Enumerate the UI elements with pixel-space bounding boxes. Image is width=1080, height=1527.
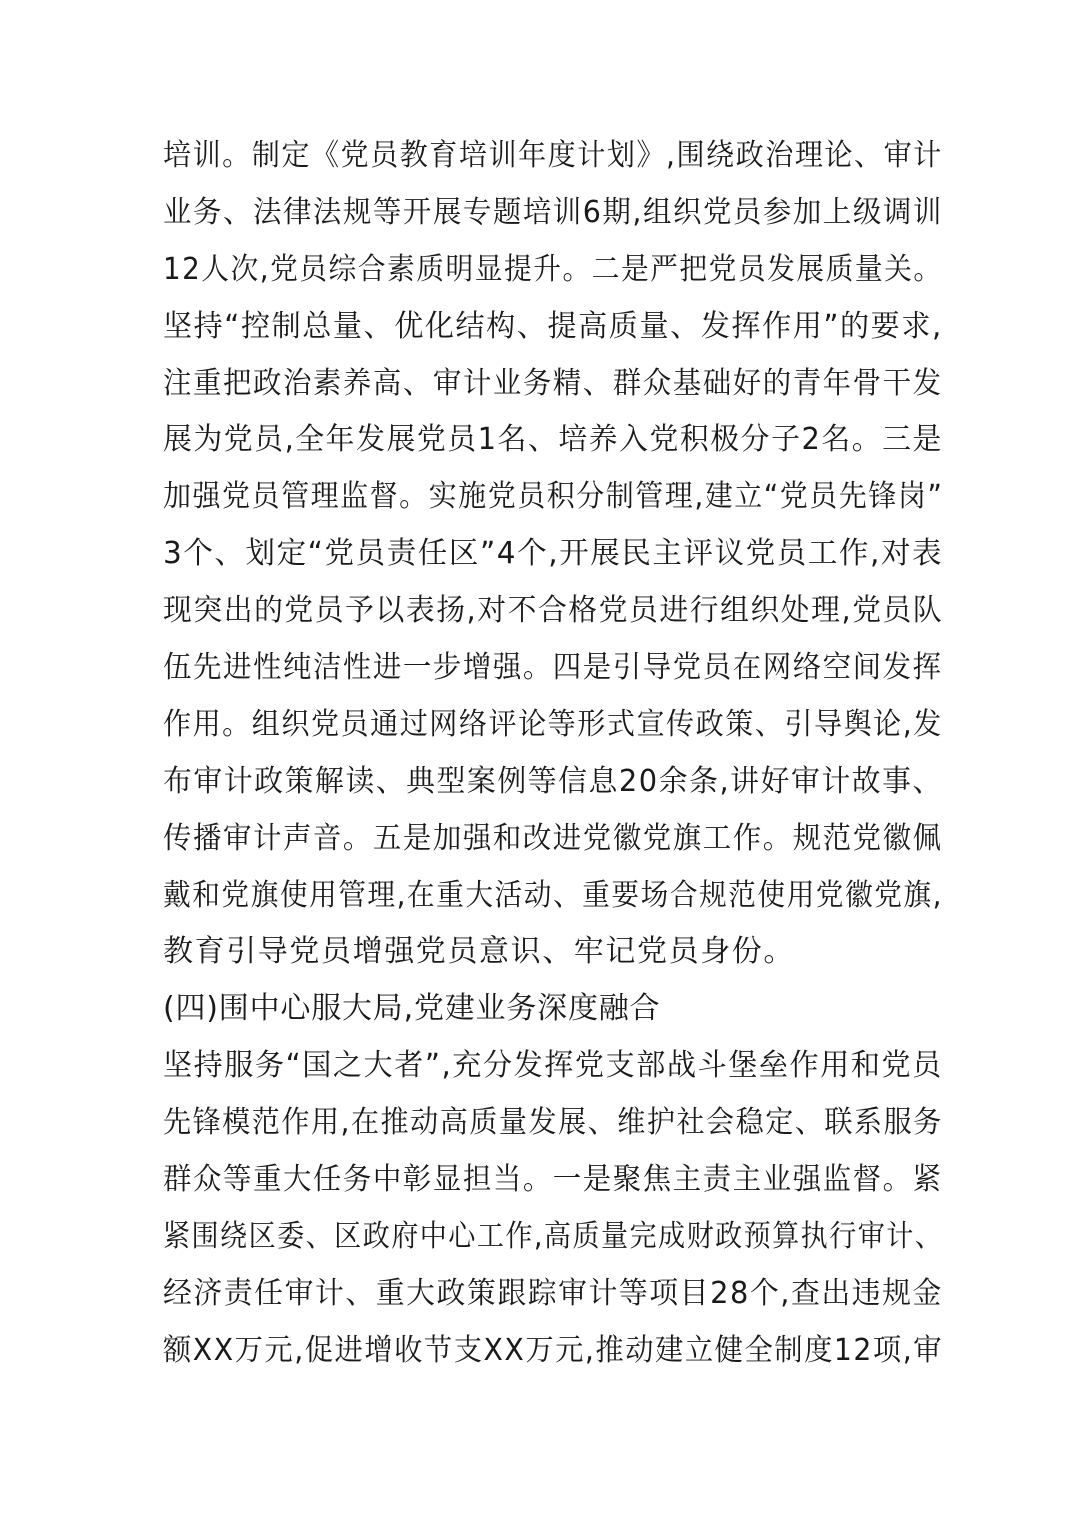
- text-line: 传播审计声音。五是加强和改进党徽党旗工作。规范党徽佩: [163, 820, 943, 856]
- text-line: 12人次,党员综合素质明显提升。二是严把党员发展质量关。: [163, 251, 943, 287]
- text-line: 群众等重大任务中彰显担当。一是聚焦主责主业强监督。紧: [163, 1162, 943, 1198]
- text-line: 坚持“控制总量、优化结构、提高质量、发挥作用”的要求,: [163, 308, 943, 344]
- text-line: 现突出的党员予以表扬,对不合格党员进行组织处理,党员队: [163, 593, 944, 629]
- text-line: 坚持服务“国之大者”,充分发挥党支部战斗堡垒作用和党员: [163, 1048, 943, 1084]
- text-line: 加强党员管理监督。实施党员积分制管理,建立“党员先锋岗”: [163, 479, 944, 515]
- text-line: 紧围绕区委、区政府中心工作,高质量完成财政预算执行审计、: [163, 1218, 944, 1254]
- text-line: 经济责任审计、重大政策跟踪审计等项目28个,查出违规金: [163, 1275, 943, 1311]
- text-line: 培训。制定《党员教育培训年度计划》,围绕政治理论、审计: [163, 138, 943, 173]
- text-line: 先锋模范作用,在推动高质量发展、维护社会稳定、联系服务: [163, 1105, 943, 1141]
- body-text: [163, 128, 943, 1380]
- text-line: 3个、划定“党员责任区”4个,开展民主评议党员工作,对表: [163, 536, 944, 572]
- text-line: 伍先进性纯洁性进一步增强。四是引导党员在网络空间发挥: [163, 650, 943, 686]
- text-line: 作用。组织党员通过网络评论等形式宣传政策、引导舆论,发: [163, 706, 943, 742]
- text-line: 戴和党旗使用管理,在重大活动、重要场合规范使用党徽党旗,: [163, 877, 943, 913]
- text-line: 教育引导党员增强党员意识、牢记党员身份。: [163, 934, 795, 970]
- section-heading: (四)围中心服大局,党建业务深度融合: [163, 991, 661, 1027]
- text-line: 业务、法律法规等开展专题培训6期,组织党员参加上级调训: [163, 194, 943, 230]
- text-line: 布审计政策解读、典型案例等信息20余条,讲好审计故事、: [163, 763, 943, 799]
- text-line: 额XX万元,促进增收节支XX万元,推动建立健全制度12项,审: [163, 1332, 944, 1368]
- text-line: 注重把政治素养高、审计业务精、群众基础好的青年骨干发: [163, 365, 943, 401]
- text-line: 展为党员,全年发展党员1名、培养入党积极分子2名。三是: [163, 422, 943, 458]
